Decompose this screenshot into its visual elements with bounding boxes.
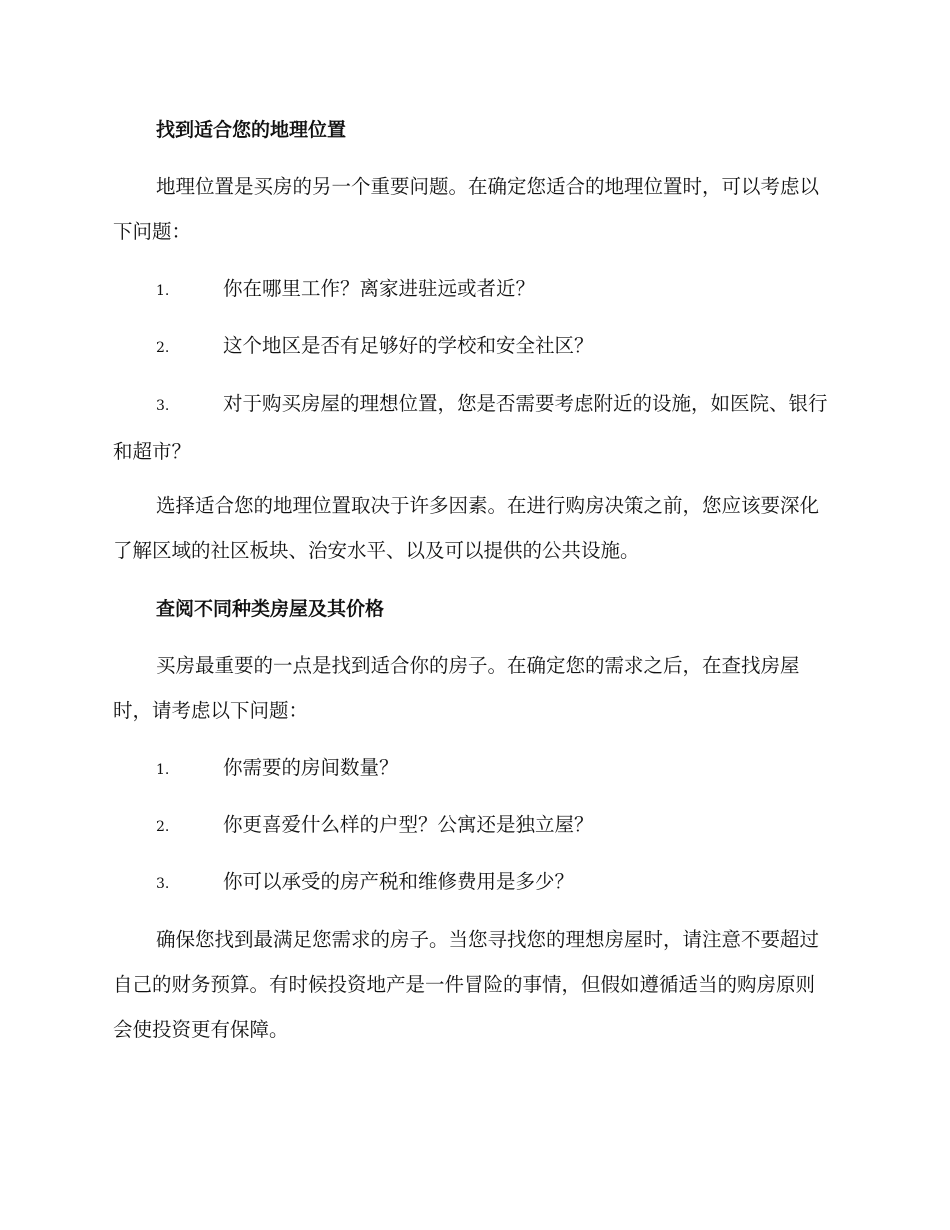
list-item-number: 2. (156, 819, 170, 835)
list-item-text: 你需要的房间数量？ (223, 756, 399, 779)
list-item-number: 1. (156, 762, 170, 778)
list-item (113, 323, 833, 371)
list-item (113, 802, 833, 850)
list-item-text: 对于购买房屋的理想位置，您是否需要考虑附近的设施，如医院、银行和超市？ (113, 392, 828, 463)
list-item-text: 你可以承受的房产税和维修费用是多少？ (223, 870, 575, 893)
section-heading-housing: 查阅不同种类房屋及其价格 (156, 598, 385, 620)
list-item-text: 你更喜爱什么样的户型？公寓还是独立屋？ (223, 813, 594, 836)
list-item (113, 266, 833, 314)
list-item-number: 3. (156, 876, 170, 892)
list-item-text: 这个地区是否有足够好的学校和安全社区？ (223, 334, 594, 357)
list-item (113, 381, 833, 474)
section-intro-location: 地理位置是买房的另一个重要问题。在确定您适合的地理位置时，可以考虑以下问题： (113, 175, 820, 243)
list-item-number: 3. (156, 398, 170, 414)
list-item-number: 1. (156, 283, 170, 299)
section-heading-location: 找到适合您的地理位置 (156, 119, 347, 141)
list-item-number: 2. (156, 340, 170, 356)
list-item-text: 你在哪里工作？离家进驻远或者近？ (223, 277, 536, 300)
section-conclusion-location: 选择适合您的地理位置取决于许多因素。在进行购房决策之前，您应该要深化了解区域的社区板块、治安水平、以及可以提供的公共设施。 (113, 494, 820, 562)
section-intro-housing: 买房最重要的一点是找到适合你的房子。在确定您的需求之后，在查找房屋时，请考虑以下问题： (113, 654, 800, 722)
section-conclusion-housing: 确保您找到最满足您需求的房子。当您寻找您的理想房屋时，请注意不要超过自己的财务预算。有时候投资地产是一件冒险的事情，但假如遵循适当的购房原则会使投资更有保障。 (113, 928, 820, 1041)
list-item (113, 859, 833, 907)
list-item (113, 745, 833, 793)
